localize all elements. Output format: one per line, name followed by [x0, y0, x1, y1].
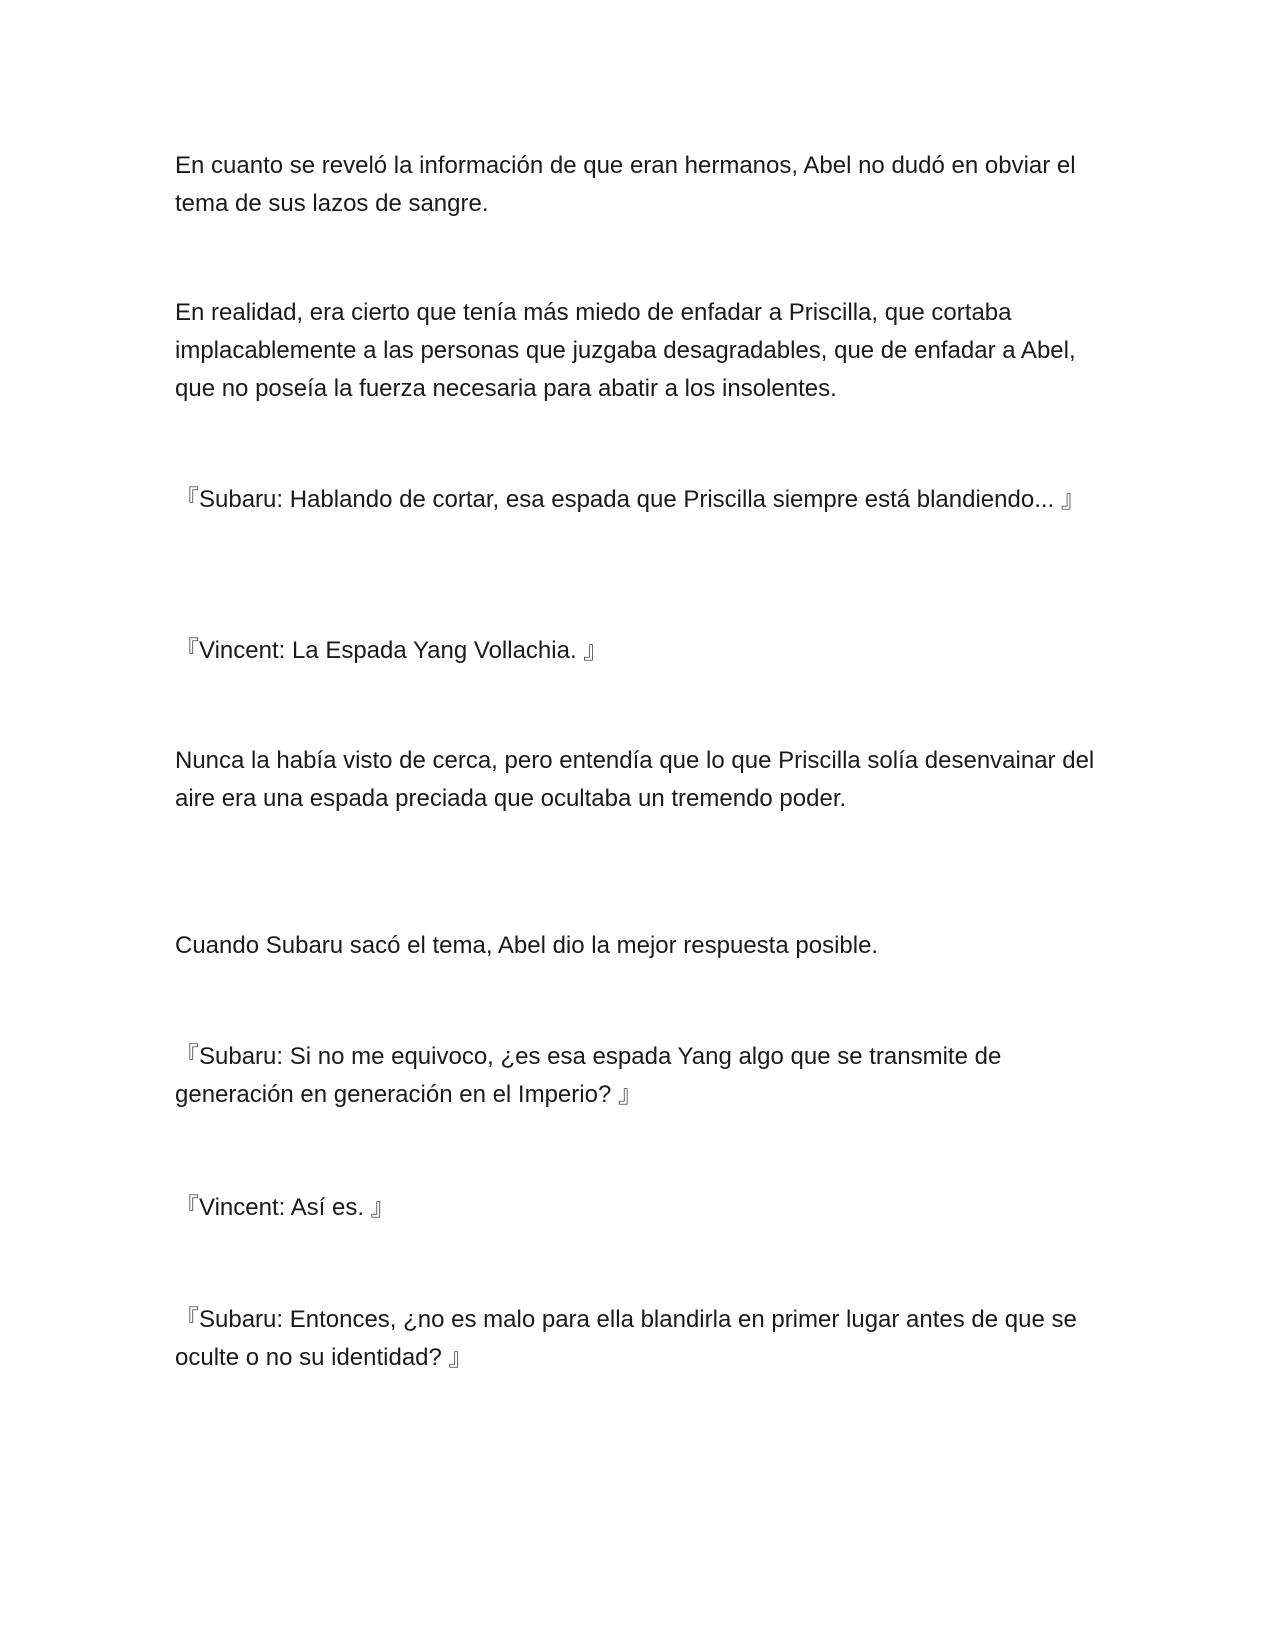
- narration-paragraph: En cuanto se reveló la información de que eran hermanos, Abel no dudó en obviar el tema de sus lazos de sangre.: [175, 152, 1076, 217]
- narration-paragraph: Cuando Subaru sacó el tema, Abel dio la mejor respuesta posible.: [175, 932, 879, 959]
- narration-paragraph: Nunca la había visto de cerca, pero entendía que lo que Priscilla solía desenvainar del aire era una espada preciada que ocultaba un tremendo poder.: [175, 747, 1095, 812]
- dialogue-line: 『Subaru: Hablando de cortar, esa espada que Priscilla siempre está blandiendo... 』: [175, 486, 1085, 513]
- dialogue-line: 『Vincent: La Espada Yang Vollachia. 』: [175, 637, 608, 664]
- dialogue-line: 『Vincent: Así es. 』: [175, 1194, 395, 1221]
- dialogue-line: 『Subaru: Entonces, ¿no es malo para ella blandirla en primer lugar antes de que se oculte o no su identidad? 』: [175, 1306, 1077, 1371]
- dialogue-line: 『Subaru: Si no me equivoco, ¿es esa espada Yang algo que se transmite de generación en generación en el Imperio? 』: [175, 1043, 1002, 1108]
- narration-paragraph: En realidad, era cierto que tenía más miedo de enfadar a Priscilla, que cortaba implacablemente a las personas que juzgaba desagradables, que de enfadar a Abel, que no poseía la fuerza necesaria para abatir a los insolentes.: [175, 299, 1076, 402]
